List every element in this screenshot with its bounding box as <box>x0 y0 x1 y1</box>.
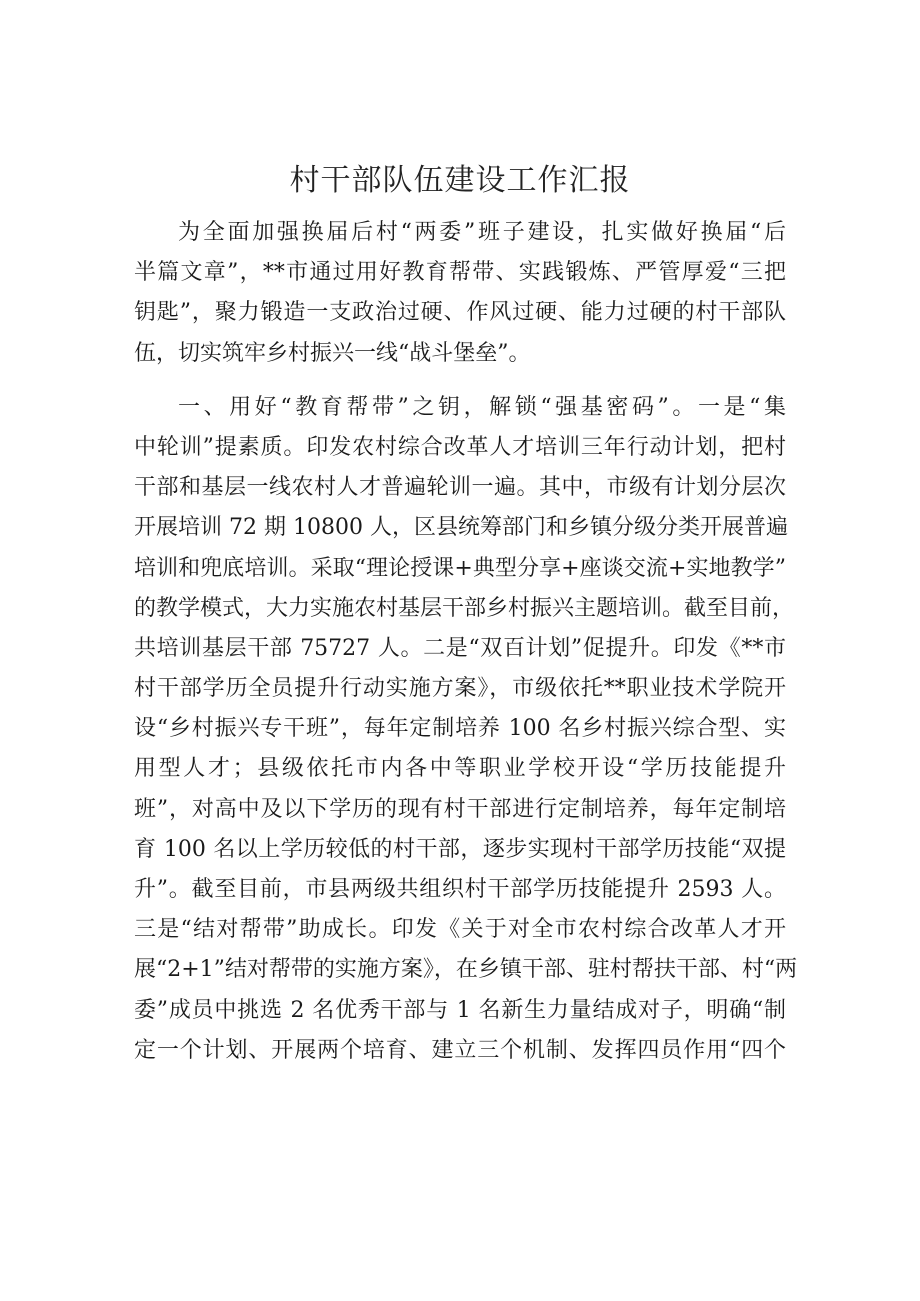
paragraph-intro <box>134 213 786 374</box>
text-line: 育 100 名以上学历较低的村干部，逐步实现村干部学历技能“双提 <box>134 836 786 862</box>
text-line: 升”。截至目前，市县两级共组织村干部学历技能提升 2593 人。 <box>134 877 786 902</box>
text-line: 开展培训 72 期 10800 人，区县统筹部门和乡镇分级分类开展普遍 <box>134 515 788 541</box>
text-line: 展“2+1”结对帮带的实施方案》，在乡镇干部、驻村帮扶干部、村“两 <box>134 957 798 983</box>
document-title: 村干部队伍建设工作汇报 <box>289 163 631 198</box>
text-line: 伍，切实筑牢乡村振兴一线“战斗堡垒”。 <box>134 340 531 366</box>
text-line: 培训和兜底培训。采取“理论授课+典型分享+座谈交流+实地教学” <box>134 555 786 581</box>
text-line: 的教学模式，大力实施农村基层干部乡村振兴主题培训。截至目前， <box>134 595 795 621</box>
text-line: 半篇文章”，**市通过用好教育帮带、实践锻炼、严管厚爱“三把 <box>134 260 786 286</box>
text-line: 中轮训”提素质。印发农村综合改革人才培训三年行动计划，把村 <box>134 434 786 460</box>
text-line: 钥匙”，聚力锻造一支政治过硬、作风过硬、能力过硬的村干部队 <box>134 300 786 326</box>
text-line: 一、用好“教育帮带”之钥，解锁“强基密码”。一是“集 <box>178 394 786 420</box>
text-line: 三是“结对帮带”助成长。印发《关于对全市农村综合改革人才开 <box>134 917 786 943</box>
text-line: 共培训基层干部 75727 人。二是“双百计划”促提升。印发《**市 <box>134 635 786 661</box>
text-line: 班”，对高中及以下学历的现有村干部进行定制培养，每年定制培 <box>134 796 786 822</box>
text-line: 村干部学历全员提升行动实施方案》，市级依托**职业技术学院开 <box>134 676 786 702</box>
text-line: 用型人才；县级依托市内各中等职业学校开设“学历技能提升 <box>134 756 786 782</box>
text-line: 干部和基层一线农村人才普遍轮训一遍。其中，市级有计划分层次 <box>134 475 786 501</box>
text-line: 为全面加强换届后村“两委”班子建设，扎实做好换届“后 <box>178 220 786 245</box>
document-body <box>134 213 798 1071</box>
text-line: 设“乡村振兴专干班”，每年定制培养 100 名乡村振兴综合型、实 <box>134 716 786 742</box>
paragraph-spacer <box>134 374 786 388</box>
text-line: 委”成员中挑选 2 名优秀干部与 1 名新生力量结成对子，明确“制 <box>134 997 786 1023</box>
paragraph-section-one <box>134 388 798 1071</box>
text-line: 定一个计划、开展两个培育、建立三个机制、发挥四员作用“四个 <box>134 1037 786 1063</box>
